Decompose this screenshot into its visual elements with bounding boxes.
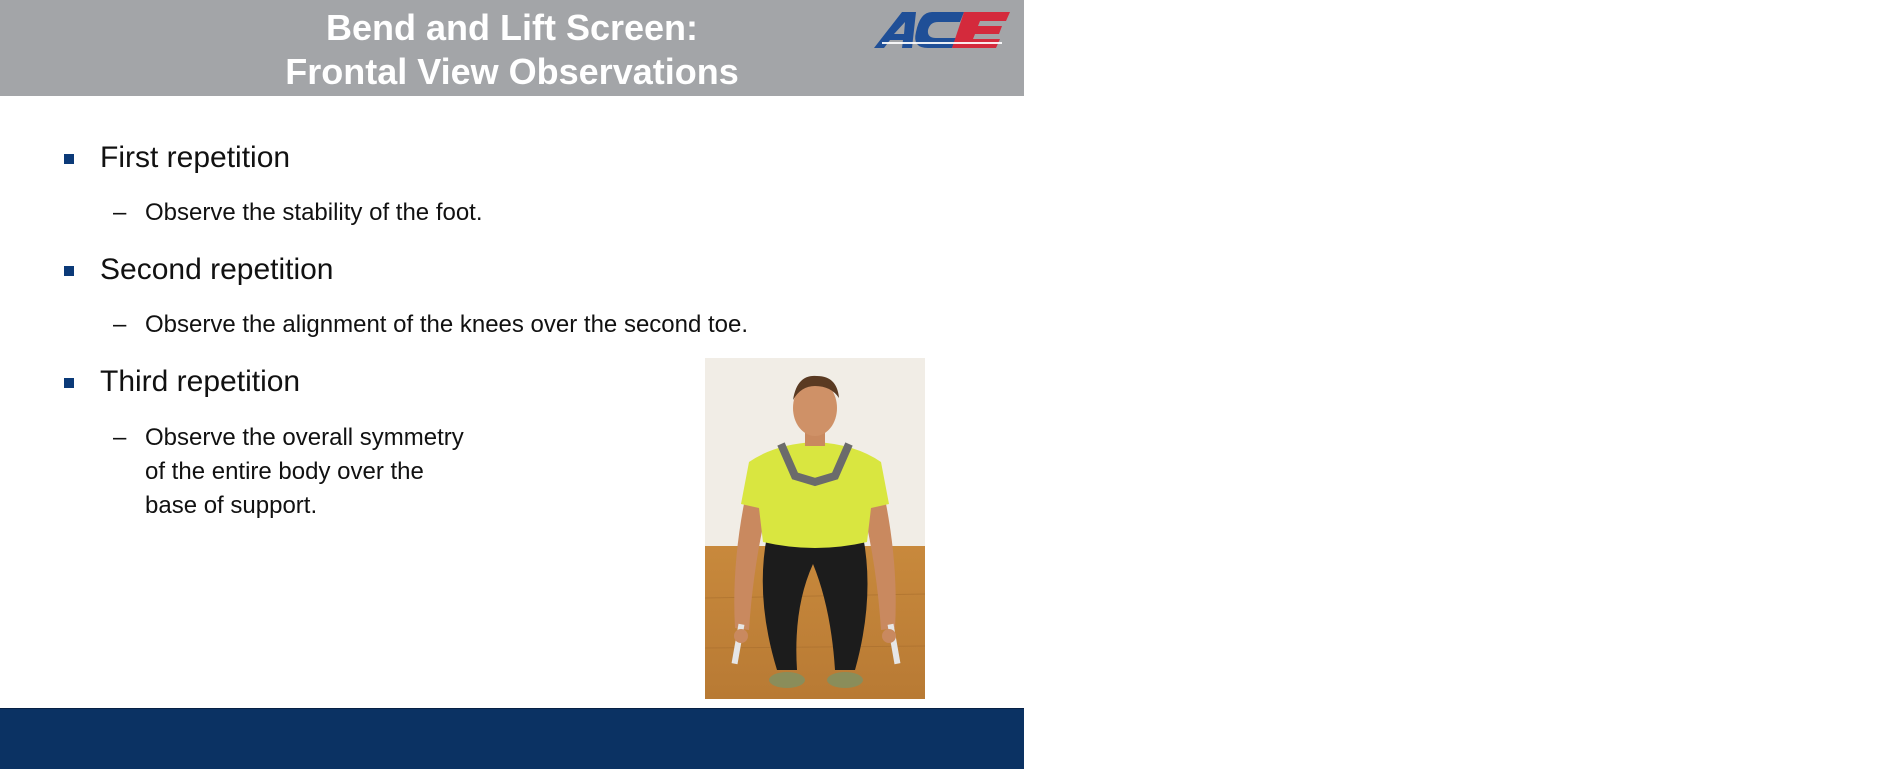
person-squatting-photo [705,358,925,699]
slide-footer-bar [0,708,1024,769]
sub-bullet-text: Observe the stability of the foot. [145,199,483,226]
bullet-square-icon [64,266,74,276]
slide-header [0,0,1870,96]
sub-bullet-text-line-1: Observe the overall symmetry [145,424,464,451]
sub-bullet-text-line-2: of the entire body over the [145,458,424,485]
logo-subtitle: AMERICAN COUNCIL ON EXERCISE [1756,56,1870,62]
bullet-label: Third repetition [100,365,301,398]
sub-bullet-knee-alignment [113,308,749,342]
bullet-third-repetition [100,364,300,400]
sub-bullet-symmetry-line-3 [145,489,317,523]
sub-bullet-text-line-3: base of support. [145,492,318,519]
sub-bullet-symmetry-line-2 [145,455,424,489]
dash-icon: – [113,199,127,226]
sub-bullet-text: Observe the alignment of the knees over the second toe. [145,311,749,338]
dash-icon: – [113,424,127,451]
dash-icon: – [113,311,127,338]
bullet-square-icon [64,378,74,388]
ace-logo [872,8,1870,62]
slide-title [200,6,824,94]
bullet-second-repetition [100,252,334,288]
bullet-square-icon [64,154,74,164]
title-line-2: Frontal View Observations [285,51,739,92]
title-line-1: Bend and Lift Screen: [325,7,699,48]
sub-bullet-foot-stability [113,196,483,230]
bullet-label: First repetition [100,141,291,174]
sub-bullet-symmetry [113,421,464,455]
bullet-first-repetition [100,140,290,176]
bullet-label: Second repetition [100,253,334,286]
